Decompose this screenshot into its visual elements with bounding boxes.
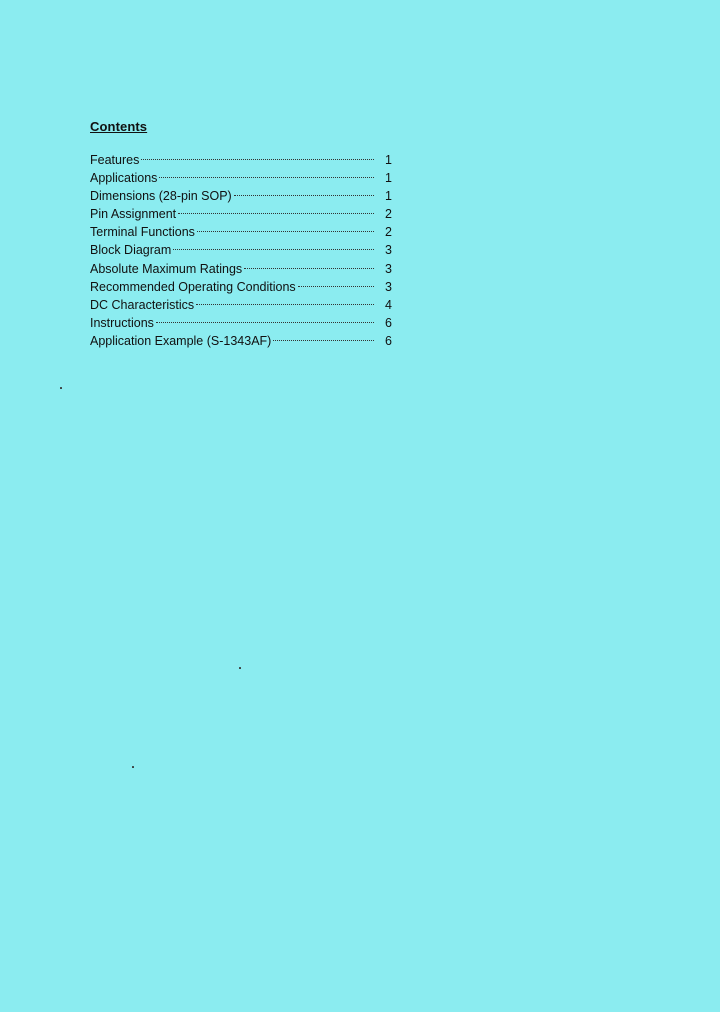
dot-leader <box>141 159 374 160</box>
scan-speck <box>60 387 62 389</box>
dot-leader <box>196 304 374 305</box>
toc-entry-dc-characteristics <box>90 296 392 314</box>
toc-entry-label: Instructions <box>90 315 154 330</box>
toc-entry-recommended-operating-conditions <box>90 278 392 296</box>
toc-entry-page: 1 <box>385 171 392 186</box>
toc-entry-label: Features <box>90 153 140 167</box>
table-of-contents <box>90 151 392 350</box>
toc-entry-absolute-maximum-ratings <box>90 260 392 278</box>
dot-leader <box>244 268 374 269</box>
toc-entry-page: 4 <box>385 297 392 312</box>
toc-entry-application-example <box>90 332 392 350</box>
toc-entry-page: 2 <box>385 225 392 240</box>
dot-leader <box>159 177 374 178</box>
dot-leader <box>298 286 374 287</box>
toc-entry-label: Terminal Functions <box>90 225 195 240</box>
toc-entry-page: 3 <box>385 279 392 294</box>
toc-entry-page: 3 <box>385 243 392 258</box>
dot-leader <box>178 213 374 214</box>
toc-entry-label: Absolute Maximum Ratings <box>90 261 243 276</box>
toc-entry-label: Applications <box>90 171 158 186</box>
toc-entry-page: 6 <box>385 315 392 330</box>
toc-entry-features <box>90 151 392 169</box>
dot-leader <box>234 195 374 196</box>
dot-leader <box>197 231 374 232</box>
toc-entry-pin-assignment <box>90 205 392 223</box>
toc-entry-label: Recommended Operating Conditions <box>90 279 296 294</box>
toc-entry-page: 1 <box>385 189 392 204</box>
toc-entry-label: Dimensions (28-pin SOP) <box>90 189 232 204</box>
toc-entry-label: Block Diagram <box>90 243 172 258</box>
toc-entry-page: 1 <box>385 153 392 167</box>
scan-speck <box>239 667 241 669</box>
toc-entry-label: DC Characteristics <box>90 297 195 312</box>
dot-leader <box>273 340 374 341</box>
toc-entry-page: 6 <box>385 333 392 348</box>
contents-heading: Contents <box>90 119 148 134</box>
dot-leader <box>156 322 374 323</box>
toc-entry-label: Application Example (S-1343AF) <box>90 333 272 348</box>
toc-entry-block-diagram <box>90 241 392 259</box>
toc-entry-page: 3 <box>385 261 392 276</box>
toc-entry-instructions <box>90 314 392 332</box>
toc-entry-label: Pin Assignment <box>90 207 177 222</box>
toc-entry-terminal-functions <box>90 223 392 241</box>
dot-leader <box>173 249 374 250</box>
toc-entry-page: 2 <box>385 207 392 222</box>
toc-entry-applications <box>90 169 392 187</box>
toc-entry-dimensions <box>90 187 392 205</box>
scan-speck <box>132 766 134 768</box>
